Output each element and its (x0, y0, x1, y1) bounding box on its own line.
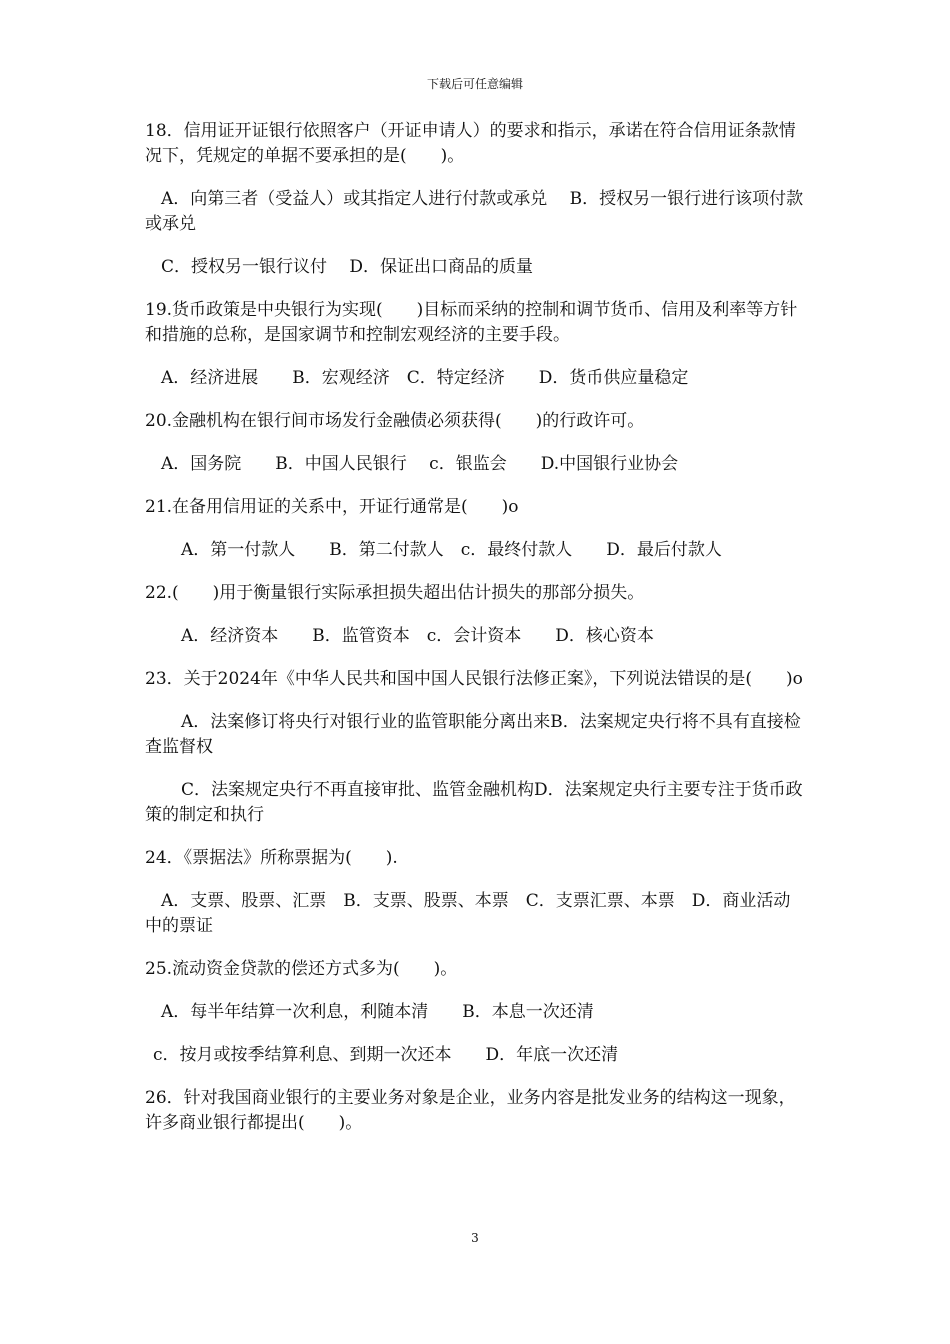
question-25-options-line-1: A．每半年结算一次利息，利随本清 B．本息一次还清 (161, 1002, 594, 1022)
question-18-stem: 18．信用证开证银行依照客户（开证申请人）的要求和指示，承诺在符合信用证条款情况下，凭规定的单据不要承担的是( )。 (145, 121, 796, 166)
question-list (145, 119, 807, 1154)
question-25-stem: 25.流动资金贷款的偿还方式多为( )。 (145, 959, 458, 979)
question-25-options-line-2: c．按月或按季结算利息、到期一次还本 D．年底一次还清 (153, 1045, 619, 1065)
question-20-stem: 20.金融机构在银行间市场发行金融债必须获得( )的行政许可。 (145, 411, 645, 431)
question-26-stem: 26．针对我国商业银行的主要业务对象是企业，业务内容是批发业务的结构这一现象，许多商业银行都提出( )。 (145, 1088, 796, 1133)
question-23-options-line-2: C．法案规定央行不再直接审批、监管金融机构D．法案规定央行主要专注于货币政策的制定和执行 (145, 780, 803, 825)
question-24-stem: 24．《票据法》所称票据为( ). (145, 848, 398, 868)
question-21-options: A．第一付款人 B．第二付款人 c．最终付款人 D．最后付款人 (181, 540, 722, 560)
question-22-stem: 22.( )用于衡量银行实际承担损失超出估计损失的那部分损失。 (145, 583, 645, 603)
page-header: 下载后可任意编辑 (426, 77, 523, 91)
page-number: 3 (471, 1231, 479, 1245)
question-21-stem: 21.在备用信用证的关系中，开证行通常是( )o (145, 497, 519, 517)
question-22-options: A．经济资本 B．监管资本 c．会计资本 D．核心资本 (181, 626, 654, 646)
question-24-options: A．支票、股票、汇票 B．支票、股票、本票 C．支票汇票、本票 D．商业活动中的票证 (145, 891, 791, 936)
question-19-stem: 19.货币政策是中央银行为实现( )目标而采纳的控制和调节货币、信用及利率等方针和措施的总称，是国家调节和控制宏观经济的主要手段。 (145, 300, 798, 345)
question-19-options: A．经济进展 B．宏观经济 C．特定经济 D．货币供应量稳定 (161, 368, 689, 388)
question-23-options-line-1: A．法案修订将央行对银行业的监管职能分离出来B．法案规定央行将不具有直接检查监督权 (145, 712, 801, 757)
question-20-options: A．国务院 B．中国人民银行 c．银监会 D.中国银行业协会 (161, 454, 679, 474)
question-18-options-line-1: A．向第三者（受益人）或其指定人进行付款或承兑 B．授权另一银行进行该项付款或承兑 (145, 189, 804, 234)
question-23-stem: 23．关于2024年《中华人民共和国中国人民银行法修正案》，下列说法错误的是( )o (145, 669, 803, 689)
question-18-options-line-2: C．授权另一银行议付 D．保证出口商品的质量 (161, 257, 534, 277)
